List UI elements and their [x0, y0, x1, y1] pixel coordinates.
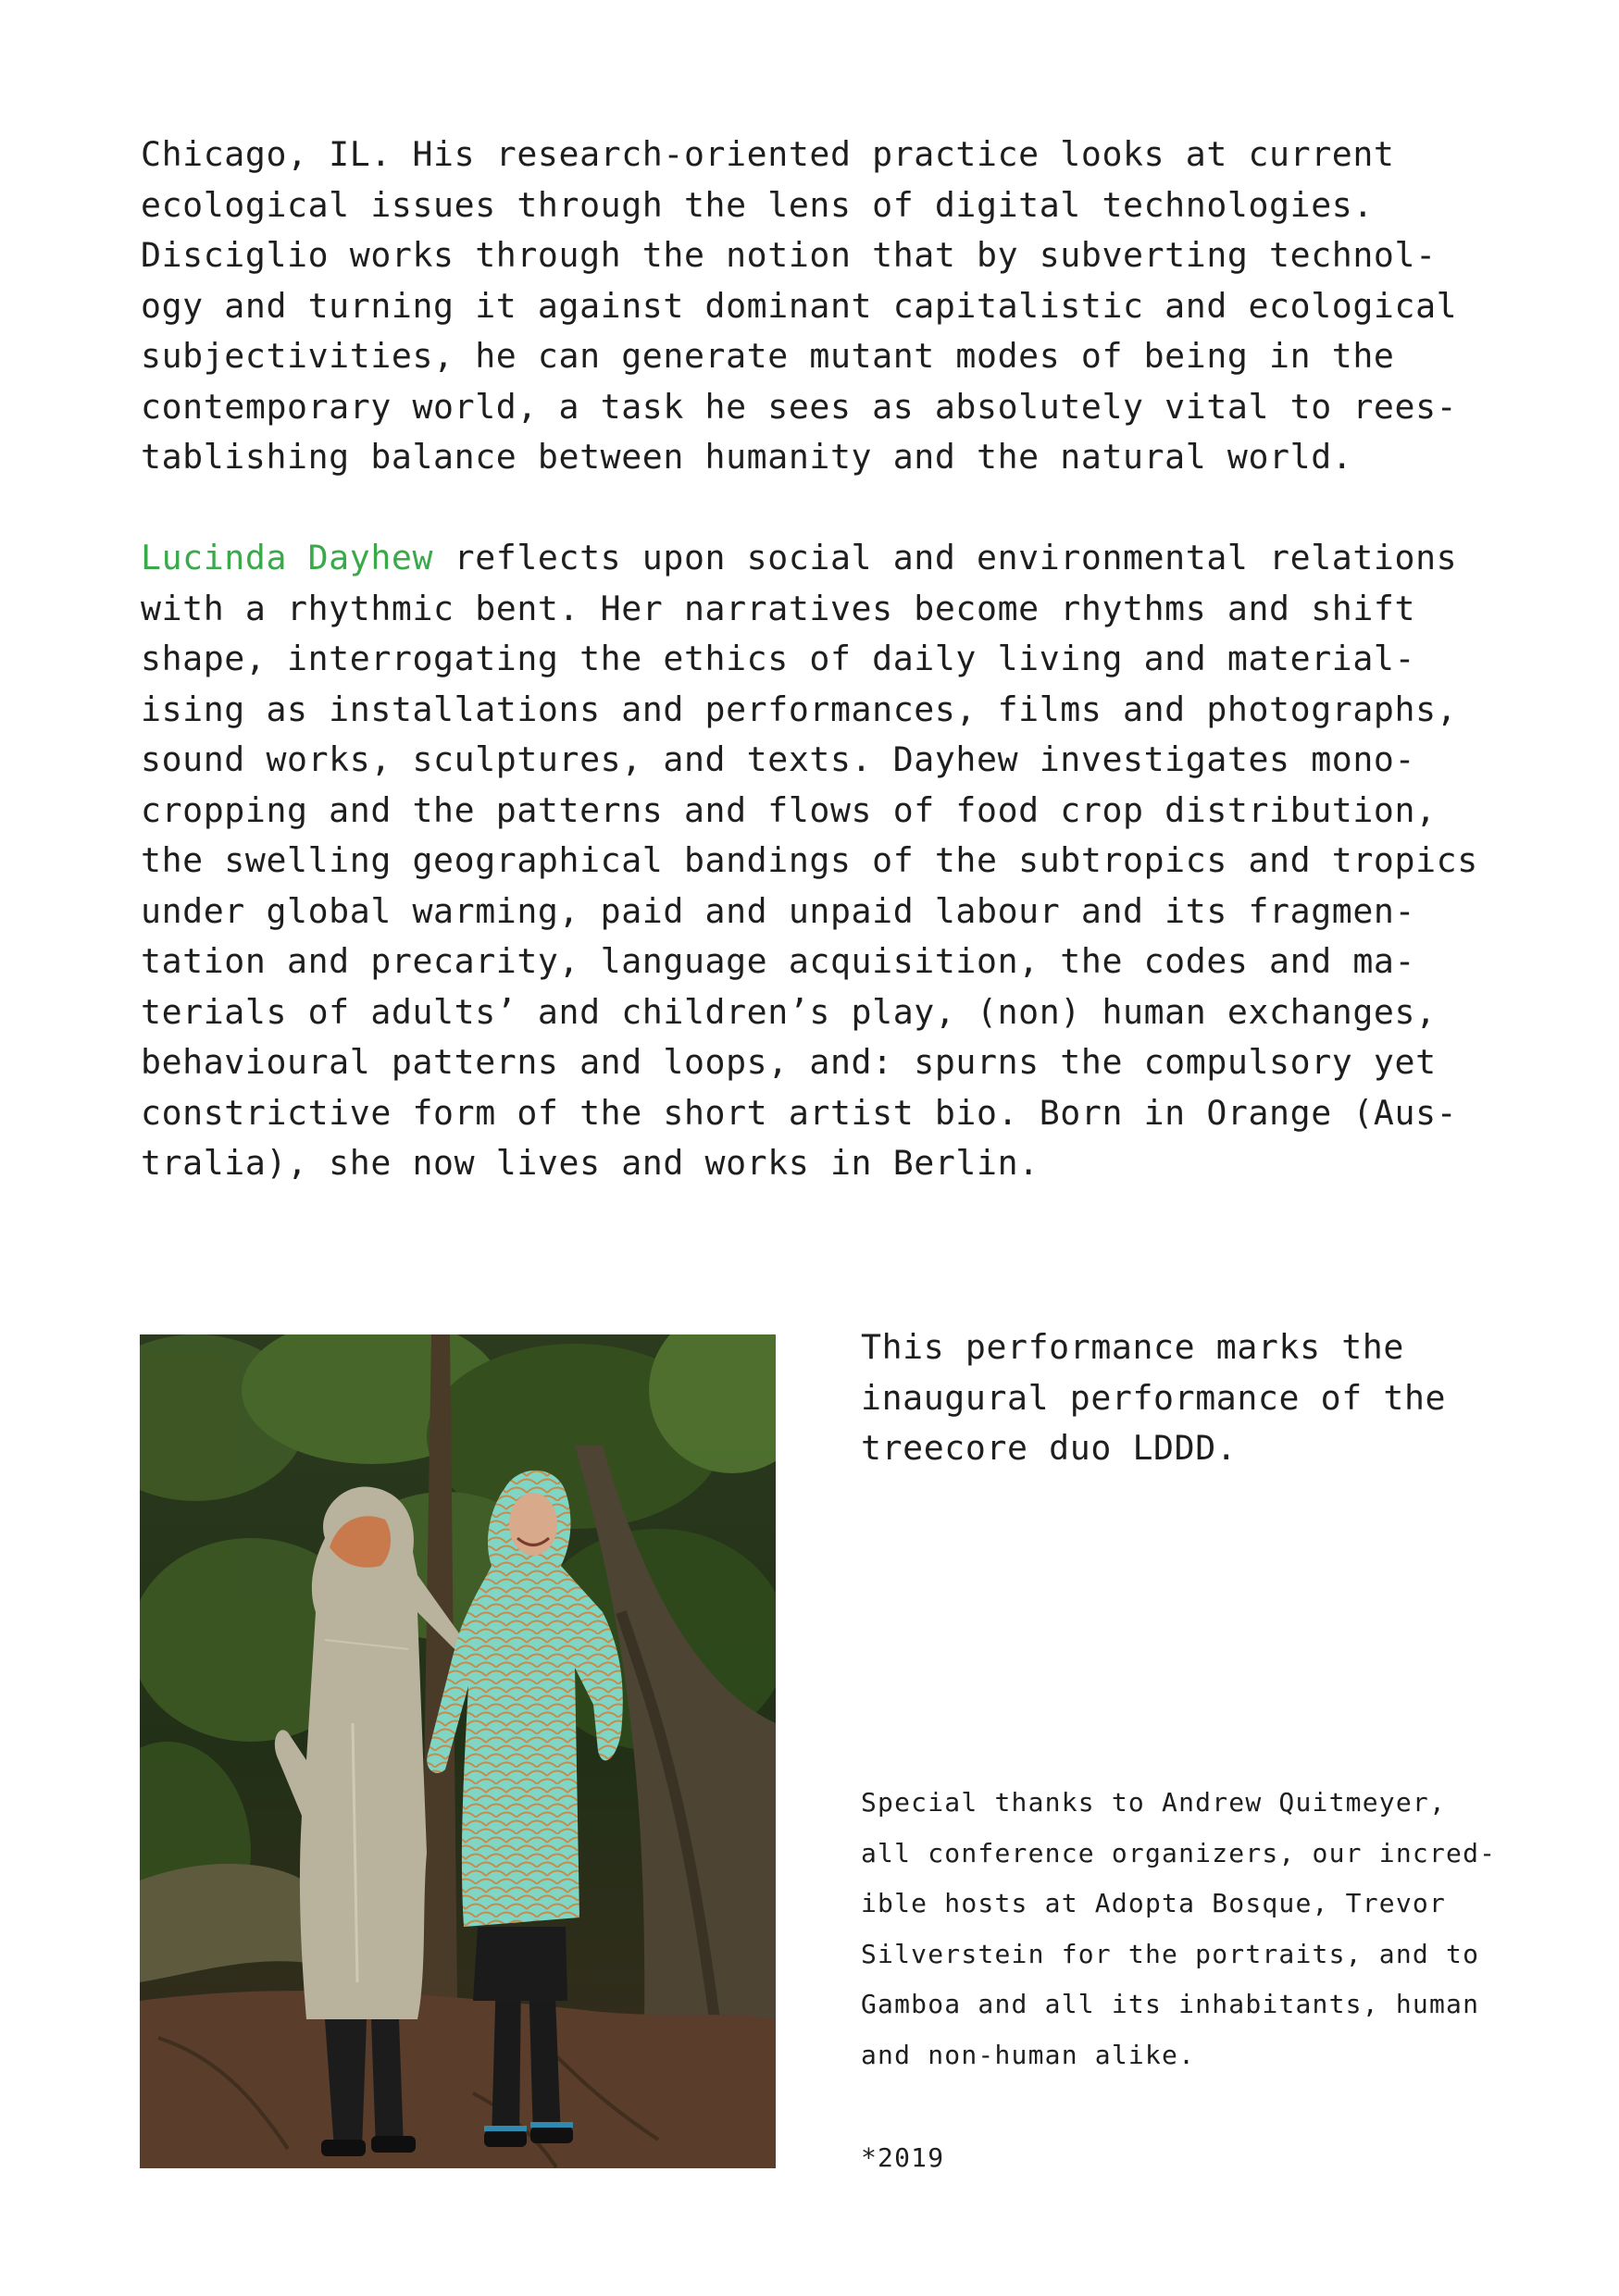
bio-line: tablishing balance between humanity and the natural world.	[141, 437, 1353, 477]
bio-line: ogy and turning it against dominant capitalistic and ecological	[141, 285, 1458, 326]
thanks-line: Silverstein for the portraits, and to	[861, 1938, 1480, 1969]
bio-line: constrictive form of the short artist bio. Born in Orange (Aus-	[141, 1092, 1458, 1133]
bio-first-line	[141, 533, 1511, 584]
special-thanks	[861, 1778, 1527, 2080]
note-line: inaugural performance of the	[861, 1377, 1447, 1418]
bio-line-rest: reflects upon social and environmental relations	[433, 538, 1458, 577]
bio-line: shape, interrogating the ethics of daily living and material-	[141, 639, 1416, 678]
bio-line: behavioural patterns and loops, and: spurns the compulsory yet	[141, 1042, 1437, 1082]
dayhew-bio-paragraph	[141, 533, 1511, 1189]
bio-line: tation and precarity, language acquisition, the codes and ma-	[141, 941, 1416, 981]
thanks-line: all conference organizers, our incred-	[861, 1837, 1497, 1868]
bio-line: Disciglio works through the notion that by subverting technol-	[141, 235, 1437, 275]
bio-line: with a rhythmic bent. Her narratives become rhythms and shift	[141, 588, 1416, 628]
bio-line: ising as installations and performances, films and photographs,	[141, 689, 1458, 729]
portrait-photo	[140, 1334, 776, 2168]
bio-line: Chicago, IL. His research-oriented practice looks at current	[141, 134, 1395, 174]
note-line: treecore duo LDDD.	[861, 1428, 1238, 1468]
bio-line: subjectivities, he can generate mutant modes of being in the	[141, 336, 1395, 376]
thanks-line: Special thanks to Andrew Quitmeyer,	[861, 1787, 1447, 1818]
bio-line: cropping and the patterns and flows of food crop distribution,	[141, 789, 1437, 830]
bio-line: ecological issues through the lens of digital technologies.	[141, 184, 1374, 225]
bio-line: the swelling geographical bandings of the subtropics and tropics	[141, 840, 1478, 880]
disciglio-bio-paragraph	[141, 130, 1511, 483]
year-footnote: *2019	[861, 2142, 945, 2173]
note-line: This performance marks the	[861, 1327, 1404, 1367]
artist-name-link[interactable]: Lucinda Dayhew	[141, 538, 434, 577]
thanks-line: Gamboa and all its inhabitants, human	[861, 1989, 1480, 2019]
bio-line: tralia), she now lives and works in Berlin.	[141, 1143, 1040, 1183]
bio-line: contemporary world, a task he sees as absolutely vital to rees-	[141, 386, 1458, 427]
performance-note	[861, 1322, 1527, 1474]
bio-line: sound works, sculptures, and texts. Dayhew investigates mono-	[141, 739, 1416, 779]
bio-line: under global warming, paid and unpaid labour and its fragmen-	[141, 890, 1416, 931]
thanks-line: and non-human alike.	[861, 2039, 1196, 2070]
thanks-line: ible hosts at Adopta Bosque, Trevor	[861, 1888, 1447, 1918]
bio-line: terials of adults’ and children’s play, (non) human exchanges,	[141, 991, 1437, 1032]
forest-portrait-illustration	[140, 1334, 776, 2168]
